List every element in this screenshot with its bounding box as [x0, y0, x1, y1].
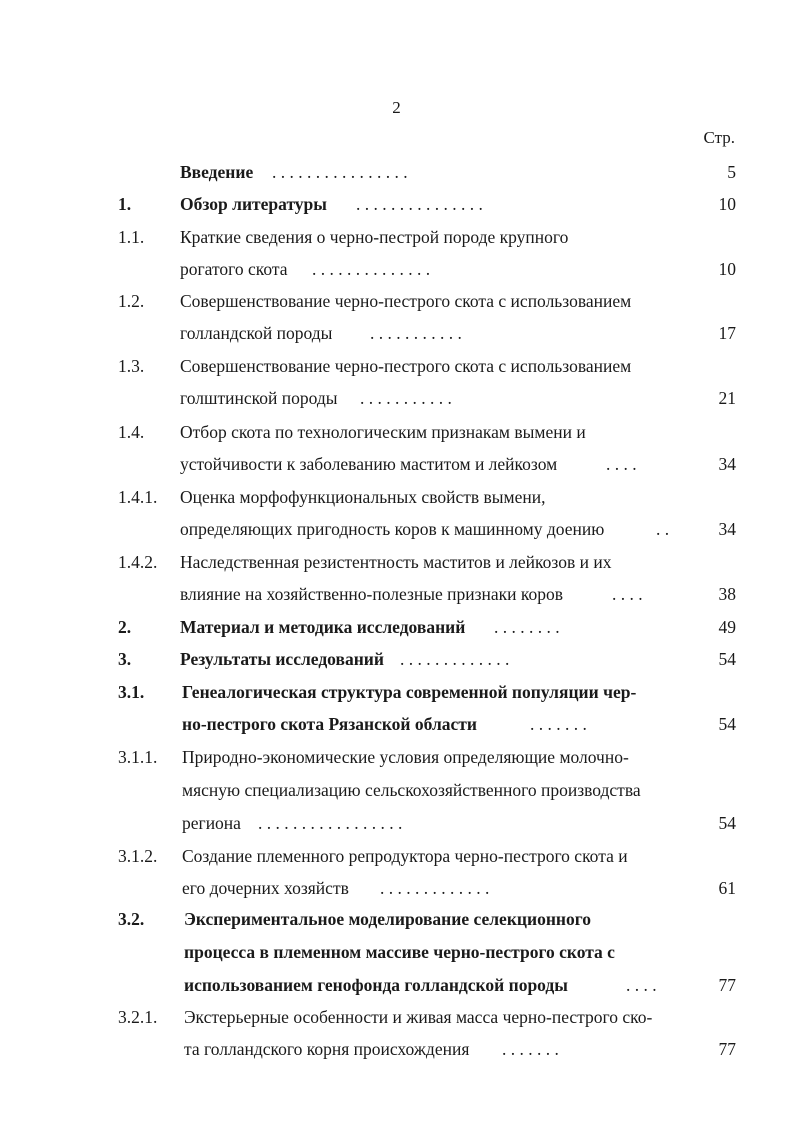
toc-entry-title-line-2: голландской породы — [180, 323, 333, 343]
toc-entry-3-1-2 — [0, 845, 793, 867]
toc-leader-dots: . . . . — [626, 975, 657, 995]
toc-entry-1-4 — [0, 421, 793, 443]
toc-leader-dots: . . . . . . . . . . . . . — [380, 878, 490, 898]
pages-column-header: Стр. — [703, 128, 735, 147]
toc-entry-number: 3.2. — [118, 909, 145, 929]
toc-entry-number: 1.1. — [118, 227, 145, 247]
toc-leader-dots: . . . . . . . . . . . . . . . . — [272, 162, 408, 182]
toc-entry-title-line-2: процесса в племенном массиве черно-пестрого скота с — [184, 942, 615, 962]
toc-leader-dots: . . . . . . . . . . . . . . — [312, 259, 431, 279]
toc-entry-title-line-3: использованием генофонда голландской породы — [184, 975, 568, 995]
toc-entry-number: 3. — [118, 649, 132, 669]
toc-entry-page: 54 — [718, 813, 736, 833]
toc-entry-title-line-1: Оценка морфофункциональных свойств вымени, — [180, 487, 546, 507]
toc-entry-3-2 — [0, 908, 793, 930]
toc-entry-page: 77 — [718, 1039, 736, 1059]
toc-leader-dots: . . . . . . . . . . . . . — [400, 649, 510, 669]
toc-entry-title: Результаты исследований — [180, 649, 384, 669]
toc-entry-3-2-1-continued — [0, 1038, 793, 1060]
toc-entry-title-line-3: региона — [182, 813, 241, 833]
toc-entry-title-line-2: но-пестрого скота Рязанской области — [182, 714, 477, 734]
toc-leader-dots: . . . . . . . . . . . . . . . — [356, 194, 483, 214]
toc-entry-page: 77 — [718, 975, 736, 995]
toc-entry-introduction — [0, 161, 793, 183]
toc-entry-1-4-2-continued — [0, 583, 793, 605]
toc-entry-number: 1.4.1. — [118, 487, 158, 507]
toc-entry-3-1-1-line-3 — [0, 812, 793, 834]
toc-entry-title-line-1: Совершенствование черно-пестрого скота с использованием — [180, 356, 632, 376]
toc-entry-title-line-2: голштинской породы — [180, 388, 338, 408]
toc-entry-page: 34 — [718, 454, 736, 474]
toc-entry-3-1 — [0, 681, 793, 703]
toc-entry-number: 3.1.2. — [118, 846, 158, 866]
toc-entry-title-line-1: Экспериментальное моделирование селекционного — [184, 909, 592, 929]
toc-entry-1-4-continued — [0, 453, 793, 475]
toc-entry-title-line-1: Природно-экономические условия определяющие молочно- — [182, 747, 629, 767]
toc-leader-dots: . . — [656, 519, 670, 539]
toc-entry-title: Введение — [180, 162, 254, 182]
toc-entry-1-1 — [0, 226, 793, 248]
toc-entry-1-3 — [0, 355, 793, 377]
toc-entry-number: 1.2. — [118, 291, 145, 311]
toc-entry-title-line-2: рогатого скота — [180, 259, 288, 279]
toc-entry-3-2-line-2 — [0, 941, 793, 963]
toc-entry-title-line-1: Совершенствование черно-пестрого скота с использованием — [180, 291, 632, 311]
toc-entry-page: 10 — [718, 194, 736, 214]
toc-entry-3-1-1-line-2 — [0, 779, 793, 801]
toc-entry-page: 54 — [718, 649, 736, 669]
toc-entry-3 — [0, 648, 793, 670]
toc-entry-title-line-2: та голландского корня происхождения — [184, 1039, 470, 1059]
toc-entry-title-line-2: влияние на хозяйственно-полезные признаки коров — [180, 584, 564, 604]
toc-entry-number: 1.4.2. — [118, 552, 158, 572]
toc-leader-dots: . . . . . . . . . . . . . . . . . — [258, 813, 403, 833]
toc-entry-number: 3.1.1. — [118, 747, 158, 767]
toc-entry-2 — [0, 616, 793, 638]
toc-entry-title: Обзор литературы — [180, 194, 327, 214]
toc-entry-3-1-1 — [0, 746, 793, 768]
toc-entry-page: 5 — [727, 162, 736, 182]
toc-entry-1-4-1-continued — [0, 518, 793, 540]
toc-leader-dots: . . . . . . . — [502, 1039, 559, 1059]
toc-entry-3-2-line-3 — [0, 974, 793, 996]
toc-entry-page: 38 — [718, 584, 736, 604]
toc-entry-1-2-continued — [0, 322, 793, 344]
toc-entry-3-1-continued — [0, 713, 793, 735]
toc-entry-title-line-2: устойчивости к заболеванию маститом и лейкозом — [180, 454, 558, 474]
toc-entry-number: 2. — [118, 617, 132, 637]
toc-entry-title-line-2: его дочерних хозяйств — [182, 878, 349, 898]
toc-entry-1-2 — [0, 290, 793, 312]
toc-entry-page: 61 — [718, 878, 736, 898]
toc-leader-dots: . . . . — [612, 584, 643, 604]
toc-entry-1-4-1 — [0, 486, 793, 508]
toc-entry-1-3-continued — [0, 387, 793, 409]
toc-entry-title-line-1: Создание племенного репродуктора черно-пестрого скота и — [182, 846, 628, 866]
toc-leader-dots: . . . . . . . . — [494, 617, 560, 637]
toc-entry-number: 1.3. — [118, 356, 145, 376]
toc-entry-1 — [0, 193, 793, 215]
toc-entry-3-1-2-continued — [0, 877, 793, 899]
page-number: 2 — [392, 98, 401, 117]
toc-entry-1-4-2 — [0, 551, 793, 573]
toc-entry-number: 1.4. — [118, 422, 145, 442]
toc-entry-page: 17 — [718, 323, 736, 343]
toc-entry-title-line-2: мясную специализацию сельскохозяйственного производства — [182, 780, 641, 800]
toc-entry-page: 10 — [718, 259, 736, 279]
toc-entry-title-line-1: Генеалогическая структура современной популяции чер- — [182, 682, 637, 702]
toc-entry-page: 21 — [718, 388, 736, 408]
toc-entry-title-line-1: Экстерьерные особенности и живая масса черно-пестрого ско- — [184, 1007, 653, 1027]
toc-entry-number: 3.2.1. — [118, 1007, 158, 1027]
toc-leader-dots: . . . . . . . . . . . — [370, 323, 462, 343]
toc-entry-number: 3.1. — [118, 682, 145, 702]
toc-entry-title-line-2: определяющих пригодность коров к машинному доению — [180, 519, 605, 539]
toc-leader-dots: . . . . . . . — [530, 714, 587, 734]
toc-leader-dots: . . . . — [606, 454, 637, 474]
toc-entry-title-line-1: Наследственная резистентность маститов и лейкозов и их — [180, 552, 612, 572]
toc-entry-page: 49 — [718, 617, 736, 637]
toc-entry-number: 1. — [118, 194, 132, 214]
toc-entry-page: 54 — [718, 714, 736, 734]
toc-entry-title-line-1: Краткие сведения о черно-пестрой породе крупного — [180, 227, 569, 247]
toc-entry-page: 34 — [718, 519, 736, 539]
toc-entry-title: Материал и методика исследований — [180, 617, 466, 637]
toc-entry-3-2-1 — [0, 1006, 793, 1028]
toc-leader-dots: . . . . . . . . . . . — [360, 388, 452, 408]
toc-entry-1-1-continued — [0, 258, 793, 280]
toc-entry-title-line-1: Отбор скота по технологическим признакам вымени и — [180, 422, 586, 442]
